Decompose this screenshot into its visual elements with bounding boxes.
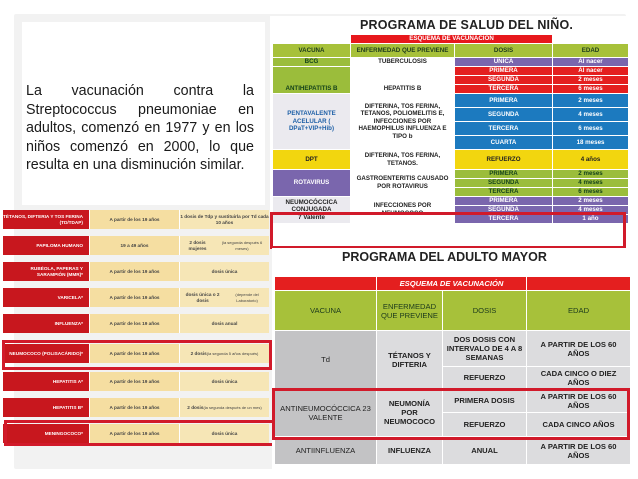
list-item: TÉTANOS, DIFTERIA Y TOS FERINA (TD/TDAP) A partir de los 19 años 1 dosis de Tdp y sustituirla por Td cada 10 años [3, 210, 269, 229]
adult-header-row: VACUNA ENFERMEDAD QUE PREVIENE DOSIS EDAD [275, 291, 631, 331]
list-item: INFLUENZA* A partir de los 19 años dosis anual [3, 314, 269, 333]
child-header-row: VACUNA ENFERMEDAD QUE PREVIENE DOSIS EDAD [273, 44, 629, 58]
adult-program-title: PROGRAMA DEL ADULTO MAYOR [342, 250, 547, 264]
list-item: MENINGOCOCO* A partir de los 19 años dosis única [3, 424, 269, 443]
highlight-neumococcica-child [270, 212, 626, 249]
table-row: NEUMOCÓCCICA CONJUGADA 7 Valente INFECCIONES POR NEUMOCOCO PRIMERA 2 meses [273, 197, 629, 206]
table-row: TERCERA 6 meses [273, 188, 629, 197]
table-row: REFUERZO CADA CINCO AÑOS [275, 413, 631, 437]
neumococcica-valence: 7 Valente [298, 213, 325, 221]
highlight-neumococo-list [2, 340, 272, 370]
table-row: Td TÉTANOS Y DIFTERIA DOS DOSIS CON INTERVALO DE 4 A 8 SEMANAS A PARTIR DE LOS 60 AÑOS [275, 331, 631, 367]
neumococcica-vaccine: NEUMOCÓCCICA CONJUGADA [285, 198, 338, 214]
table-row: ANTINEUMOCÓCCICA 23 VALENTE NEUMONÍA POR NEUMOCOCO PRIMERA DOSIS A PARTIR DE LOS 60 AÑOS [275, 389, 631, 413]
table-row: CUARTA 18 meses [273, 136, 629, 150]
table-row: REFUERZO CADA CINCO O DIEZ AÑOS [275, 367, 631, 389]
list-item: HEPATITIS B* A partir de los 19 años 2 dosis (la segunda después de un mes) [3, 398, 269, 417]
table-row: TERCERA 6 meses [273, 122, 629, 136]
table-row: SEGUNDA 4 meses [273, 179, 629, 188]
list-item: VARICELA* A partir de los 19 años dosis única o 2 dosis (depende del Laboratorio) [3, 288, 269, 307]
slide-paragraph: La vacunación contra la Streptococcus pneumoniae en adultos, comenzó en 1977 y en los niños comenzó en 2000, lo que resulta en una disminución similar. [26, 83, 254, 174]
adult-vaccine-list [3, 210, 269, 446]
list-item: RUBÉOLA, PAPERAS Y SARAMPIÓN (MMR)* A partir de los 19 años dosis única [3, 262, 269, 281]
child-schedule-table [272, 34, 629, 224]
list-item: PAPILOMA HUMANO 19 a 49 años 2 dosis mujeres (la segunda después 6 meses) [3, 236, 269, 255]
table-row: PENTAVALENTE ACELULAR ( DPaT+VIP+Hib) DIFTERINA, TOS FERINA, TETANOS, POLIOMELITIS E, INFECCIONES POR HAEMOPHILUS INFLUENZA E TIPO b PRIMERA 2 meses [273, 94, 629, 108]
list-item: HEPATITIS A* A partir de los 19 años dosis única [3, 372, 269, 391]
highlight-meningococo-list [4, 420, 276, 446]
table-row: ROTAVIRUS GASTROENTERITIS CAUSADO POR ROTAVIRUS PRIMERA 2 meses [273, 170, 629, 179]
adult-schedule-subtitle: ESQUEMA DE VACUNACIÓN [377, 277, 527, 291]
highlight-antineumococcica-adult [272, 388, 630, 440]
table-row: TERCERA 6 meses [273, 85, 629, 94]
table-row: SEGUNDA 2 meses [273, 76, 629, 85]
table-row: ANTIINFLUENZA INFLUENZA ANUAL A PARTIR DE LOS 60 AÑOS [275, 437, 631, 465]
list-item: NEUMOCOCO (POLISACÁRIDO)* A partir de los 19 años 2 dosis (la segunda 5 años después) [3, 344, 269, 363]
child-schedule-subtitle: ESQUEMA DE VACUNACION [351, 35, 553, 44]
table-row: DPT DIFTERINA, TOS FERINA, TETANOS. REFUERZO 4 años [273, 150, 629, 170]
table-row: TERCERA 1 año [273, 215, 629, 224]
table-row: SEGUNDA 4 meses [273, 108, 629, 122]
child-program-title: PROGRAMA DE SALUD DEL NIÑO. [360, 18, 574, 32]
table-row: ANTIHEPATITIS B HEPATITIS B PRIMERA Al nacer [273, 67, 629, 76]
table-row: BCG TUBERCULOSIS UNICA Al nacer [273, 58, 629, 67]
table-row: SEGUNDA 4 meses [273, 206, 629, 215]
